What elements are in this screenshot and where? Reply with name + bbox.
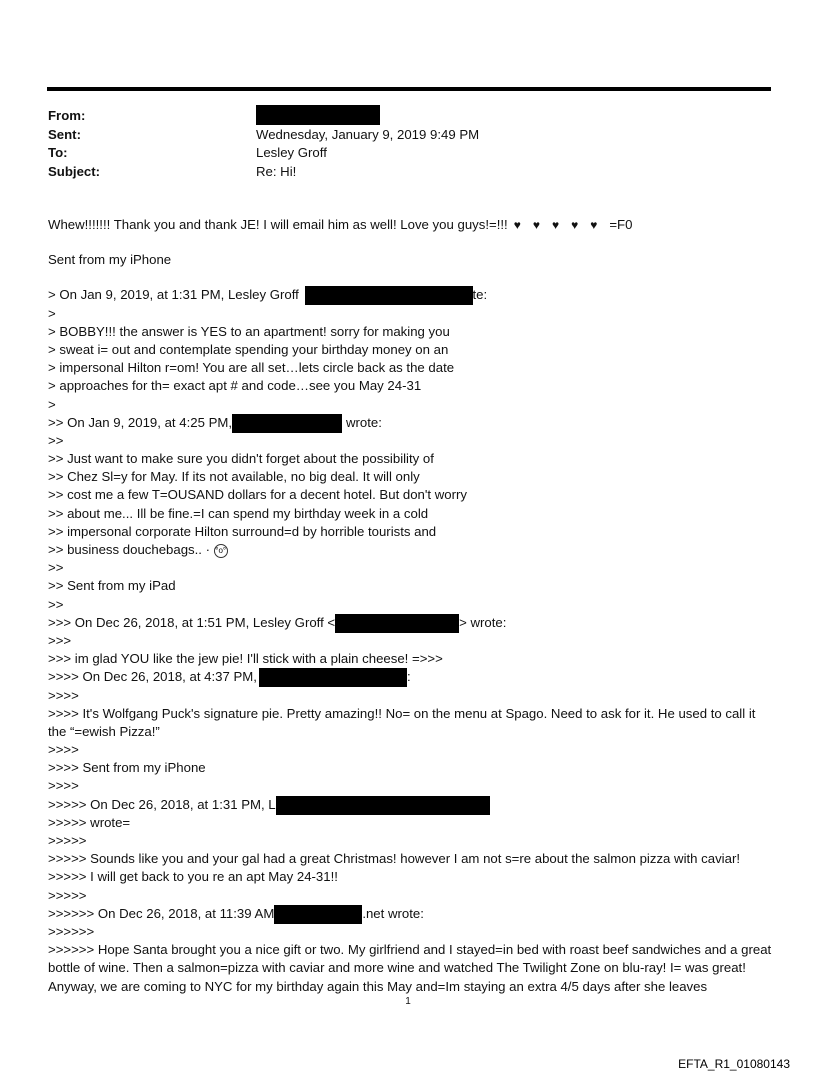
body-line: >>>>>>	[48, 923, 95, 939]
body-line: >>>>>> Hope Santa brought you a nice gift or two. My girlfriend and I stayed=in bed with roast beef sandwiches and a great bottle of wine. Then a salmon=pizza with caviar and more wine and watched The Twilight Zone on blu-ray! I= was great! Anyway, we are coming to NYC for my birthday again this May and=Im staying an extra 4/5 days after she leaves	[48, 942, 772, 994]
redaction-block	[274, 905, 362, 924]
body-line: >> impersonal corporate Hilton surround=d by horrible tourists and	[48, 523, 437, 539]
body-line: >>>> Sent from my iPhone	[48, 760, 206, 776]
body-line: >>>>>	[48, 833, 87, 849]
from-label: From:	[48, 108, 86, 123]
body-line: >> cost me a few T=OUSAND dollars for a decent hotel. But don't worry	[48, 487, 467, 503]
sent-value: Wednesday, January 9, 2019 9:49 PM	[256, 126, 480, 142]
email-body	[48, 216, 772, 996]
from-row	[48, 107, 748, 126]
redaction-block	[305, 286, 473, 305]
to-label: To:	[48, 145, 68, 160]
page-number: 1	[405, 996, 411, 1007]
body-line: >>>>	[48, 778, 79, 794]
body-line: >>	[48, 432, 64, 448]
redaction-block	[335, 614, 459, 633]
from-redaction	[256, 105, 380, 125]
body-line: >>> On Dec 26, 2018, at 1:51 PM, Lesley Groff < > wrote:	[48, 614, 772, 632]
body-line: > BOBBY!!! the answer is YES to an apartment! sorry for making you	[48, 323, 450, 339]
heart-icon: ♥	[590, 218, 598, 232]
body-line: > On Jan 9, 2019, at 1:31 PM, Lesley Groff te:	[48, 286, 772, 304]
body-line: >> about me... Ill be fine.=I can spend my birthday week in a cold	[48, 505, 429, 521]
body-line: >> business douchebags.. · °o°	[48, 542, 227, 557]
body-line: >> Just want to make sure you didn't forget about the possibility of	[48, 451, 434, 467]
body-line: >>>>	[48, 742, 79, 758]
body-line: >>>> It's Wolfgang Puck's signature pie. Pretty amazing!! No= on the menu at Spago. Need to ask for it. He used to call it the “=ewish Pizza!”	[48, 705, 756, 739]
body-line: >>>>>> On Dec 26, 2018, at 11:39 AM .net wrote:	[48, 905, 772, 923]
body-line: >>>> On Dec 26, 2018, at 4:37 PM, :	[48, 668, 772, 686]
body-line: >>>>	[48, 687, 79, 703]
redaction-block	[276, 796, 490, 815]
redaction-block	[259, 668, 407, 687]
body-line: Sent from my iPhone	[48, 252, 172, 268]
heart-icon: ♥	[513, 218, 521, 232]
body-line: >> Chez Sl=y for May. If its not available, no big deal. It will only	[48, 469, 420, 485]
subject-value: Re: Hi!	[256, 163, 297, 179]
body-line: > impersonal Hilton r=om! You are all set…lets circle back as the date	[48, 360, 455, 376]
email-header	[48, 107, 748, 181]
to-value: Lesley Groff	[256, 145, 327, 160]
heart-icon: ♥	[532, 218, 540, 232]
body-line: > approaches for th= exact apt # and code…see you May 24-31	[48, 378, 422, 394]
body-line: >>>>> wrote=	[48, 814, 131, 830]
heart-icon: ♥	[551, 218, 560, 232]
body-line: >>>>> I will get back to you re an apt May 24-31!!	[48, 869, 338, 885]
document-id: EFTA_R1_01080143	[678, 1057, 790, 1071]
surprised-face-icon: °o°	[214, 544, 228, 558]
body-line: >>	[48, 560, 64, 576]
body-line: >>>>> Sounds like you and your gal had a great Christmas! however I am not s=re about the salmon pizza with caviar!	[48, 851, 740, 867]
body-line: >>>>> On Dec 26, 2018, at 1:31 PM, L	[48, 796, 772, 814]
subject-label: Subject:	[48, 163, 101, 179]
sent-label: Sent:	[48, 126, 81, 142]
body-line: >> On Jan 9, 2019, at 4:25 PM, wrote:	[48, 414, 772, 432]
body-line: > sweat i= out and contemplate spending your birthday money on an	[48, 341, 449, 357]
sent-row	[48, 126, 748, 145]
redaction-block	[232, 414, 342, 433]
body-line: Whew!!!!!!! Thank you and thank JE! I will email him as well! Love you guys!=!!! ♥ ♥ ♥ ♥ ♥ =F0	[48, 216, 772, 234]
body-line: >>>>>	[48, 887, 87, 903]
subject-row	[48, 163, 748, 182]
to-row	[48, 144, 748, 163]
body-line: >>> im glad YOU like the jew pie! I'll stick with a plain cheese! =>>>	[48, 651, 443, 667]
heart-icon: ♥	[571, 218, 579, 232]
body-line: >> Sent from my iPad	[48, 578, 176, 594]
top-rule	[47, 87, 771, 91]
body-line: >>>	[48, 632, 72, 648]
body-line: >	[48, 396, 56, 412]
body-line: >	[48, 305, 56, 321]
body-line: >>	[48, 596, 64, 612]
